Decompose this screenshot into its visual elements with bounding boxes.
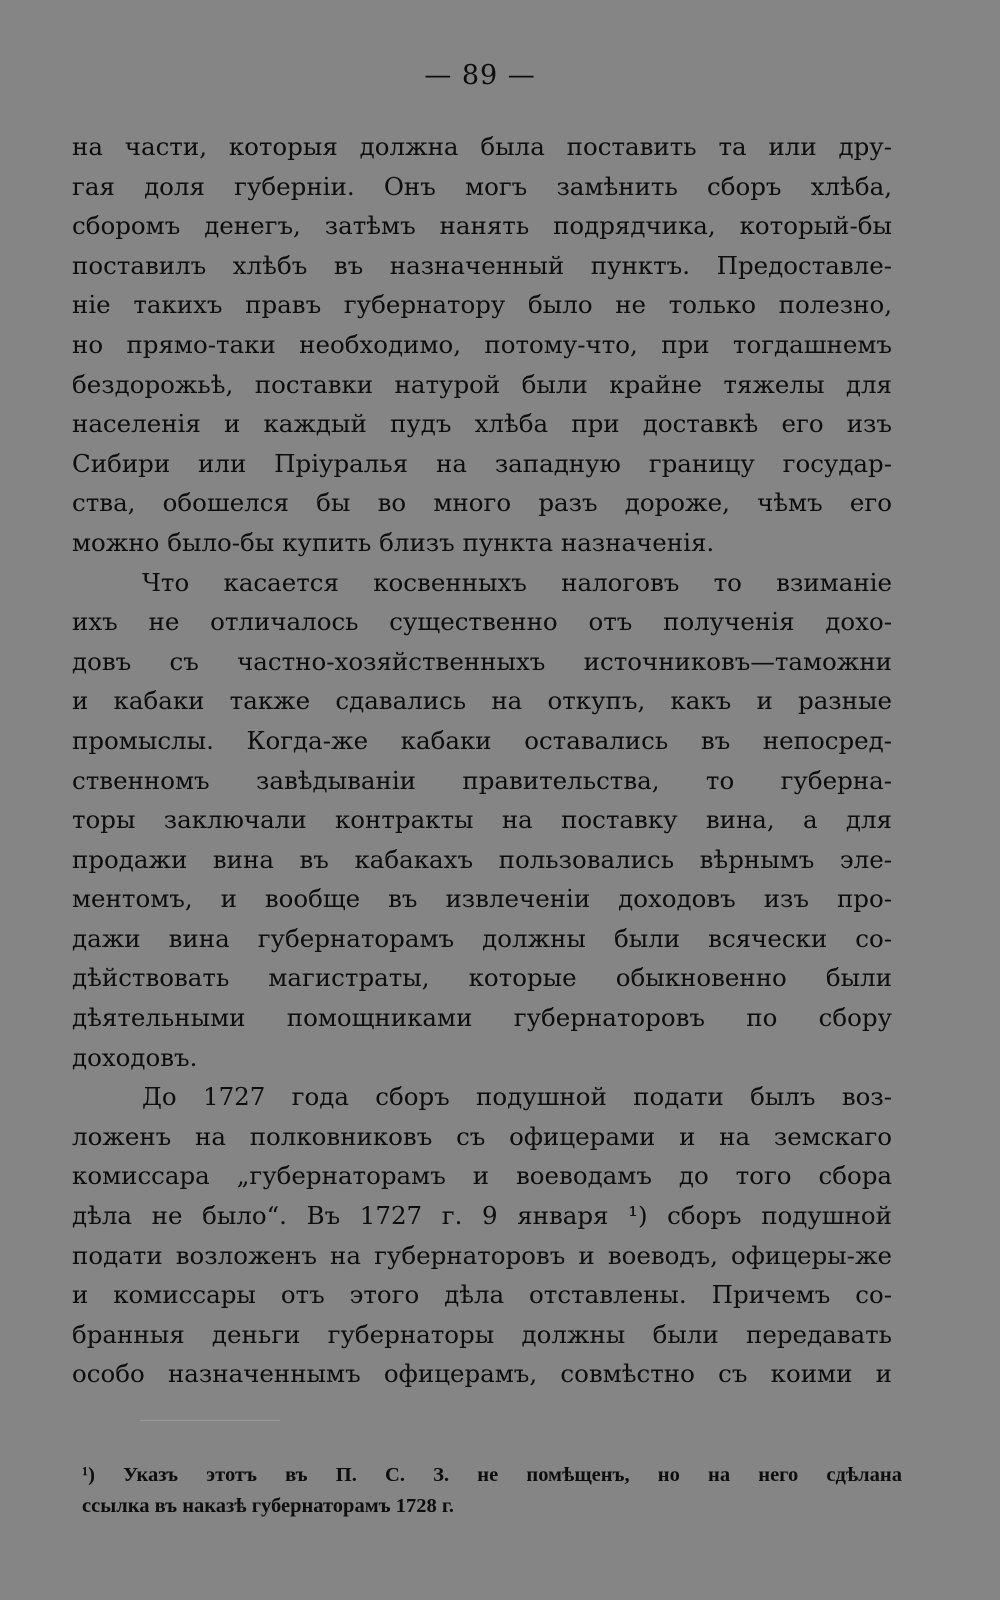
text-line: довъ съ частно-хозяйственныхъ источниковъ—таможни — [72, 646, 892, 676]
text-line: дѣла не было“. Въ 1727 г. 9 января ¹) сборъ подушной — [72, 1201, 892, 1231]
text-line: ментомъ, и вообще въ извлеченіи доходовъ изъ про- — [72, 884, 892, 914]
text-line: До 1727 года сборъ подушной подати былъ воз- — [142, 1082, 892, 1112]
text-line: поставилъ хлѣбъ въ назначенный пунктъ. Предоставле- — [72, 250, 892, 280]
text-line: гая доля губерніи. Онъ могъ замѣнить сборъ хлѣба, — [72, 171, 892, 201]
paragraph-3 — [72, 1077, 892, 1394]
text-line: но прямо-таки необходимо, потому-что, при тогдашнемъ — [72, 329, 892, 359]
text-line: дѣйствовать магистраты, которые обыкновенно были — [72, 963, 892, 993]
text-line: доходовъ. — [72, 1042, 198, 1072]
text-line: дажи вина губернаторамъ должны были всячески со- — [72, 923, 892, 953]
text-line: ихъ не отличалось существенно отъ полученія дохо- — [72, 607, 892, 637]
paragraph-2 — [72, 563, 892, 1078]
text-line: ложенъ на полковниковъ съ офицерами и на земскаго — [72, 1121, 892, 1151]
text-line: сборомъ денегъ, затѣмъ нанять подрядчика, который-бы — [72, 211, 892, 241]
text-line: комиссара „губернаторамъ и воеводамъ до того сбора — [72, 1161, 892, 1191]
text-line: торы заключали контракты на поставку вина, а для — [72, 805, 892, 835]
footnote-divider — [140, 1420, 280, 1421]
text-line: подати возложенъ на губернаторовъ и воеводъ, офицеры-же — [72, 1240, 892, 1270]
footnote-line: ¹) Указъ этотъ въ П. С. З. не помѣщенъ, но на него сдѣлана — [82, 1464, 902, 1486]
text-line: и комиссары отъ этого дѣла отставлены. Причемъ со- — [72, 1280, 892, 1310]
text-line: Сибири или Пріуралья на западную границу государ- — [72, 448, 892, 478]
text-line: Что касается косвенныхъ налоговъ то взиманіе — [142, 567, 892, 597]
text-line: ніе такихъ правъ губернатору было не только полезно, — [72, 290, 892, 320]
text-line: можно было-бы купить близъ пункта назначенія. — [72, 527, 715, 557]
text-line: бранныя деньги губернаторы должны были передавать — [72, 1319, 892, 1349]
text-line: промыслы. Когда-же кабаки оставались въ непосред- — [72, 725, 892, 755]
text-line: дѣятельными помощниками губернаторовъ по сбору — [72, 1003, 892, 1033]
page-number: — 89 — — [424, 60, 536, 91]
paragraph-1 — [72, 127, 892, 563]
text-line: ственномъ завѣдываніи правительства, то губерна- — [72, 765, 892, 795]
text-line: продажи вина въ кабакахъ пользовались вѣрнымъ эле- — [72, 844, 892, 874]
text-line: особо назначеннымъ офицерамъ, совмѣстно съ коими и — [72, 1359, 892, 1389]
footnote — [82, 1460, 902, 1522]
body-text — [72, 127, 892, 1394]
text-line: и кабаки также сдавались на откупъ, какъ и разные — [72, 686, 892, 716]
text-line: бездорожьѣ, поставки натурой были крайне тяжелы для — [72, 369, 892, 399]
text-line: ства, обошелся бы во много разъ дороже, чѣмъ его — [72, 488, 892, 518]
text-line: населенія и каждый пудъ хлѣба при доставкѣ его изъ — [72, 409, 892, 439]
text-line: на части, которыя должна была поставить та или дру- — [72, 132, 892, 161]
footnote-line: ссылка въ наказѣ губернаторамъ 1728 г. — [82, 1495, 454, 1517]
